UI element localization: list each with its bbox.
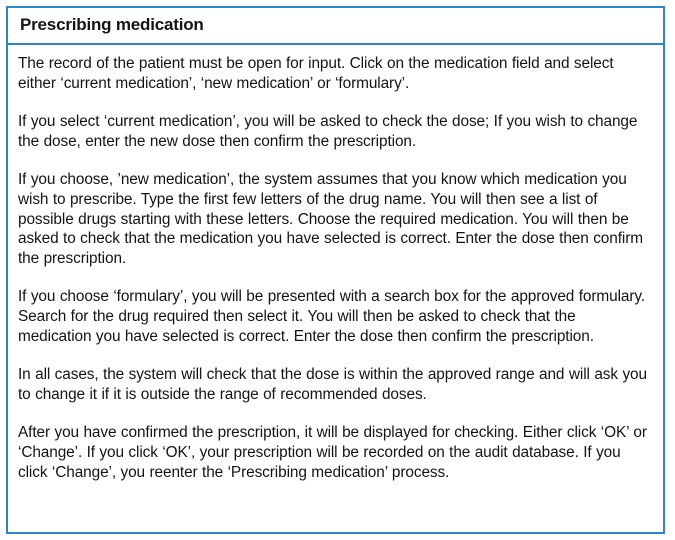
paragraph-confirmation: After you have confirmed the prescription, it will be displayed for checking. Either click ‘OK’ or ‘Change’. If you click ‘OK’, your prescription will be recorded on the audit database. If you click ‘Change’, you reenter the ‘Prescribing medication’ process. <box>18 424 647 481</box>
paragraph-formulary: If you choose ‘formulary’, you will be presented with a search box for the approved formulary. Search for the drug required then select it. You will then be asked to check that the medication you have selected is correct. Enter the dose then confirm the prescription. <box>18 288 645 345</box>
paragraph-new-medication: If you choose, ’new medication’, the system assumes that you know which medication you wish to prescribe. Type the first few letters of the drug name. You will then see a list of possible drugs starting with these letters. Choose the required medication. You will then be asked to check that the medication you have selected is correct. Enter the dose then confirm the prescription. <box>18 171 643 267</box>
paragraph-dose-check: In all cases, the system will check that the dose is within the approved range and will ask you to change it if it is outside the range of recommended doses. <box>18 366 647 403</box>
paragraph-open-record: The record of the patient must be open for input. Click on the medication field and select either ‘current medication’, ‘new medication’ or ‘formulary’. <box>18 55 614 92</box>
box-title: Prescribing medication <box>20 15 204 34</box>
box-body <box>8 45 663 482</box>
paragraph-current-medication: If you select ‘current medication’, you will be asked to check the dose; If you wish to change the dose, enter the new dose then confirm the prescription. <box>18 113 638 150</box>
box-header <box>8 8 663 45</box>
prescribing-medication-box <box>6 6 665 534</box>
